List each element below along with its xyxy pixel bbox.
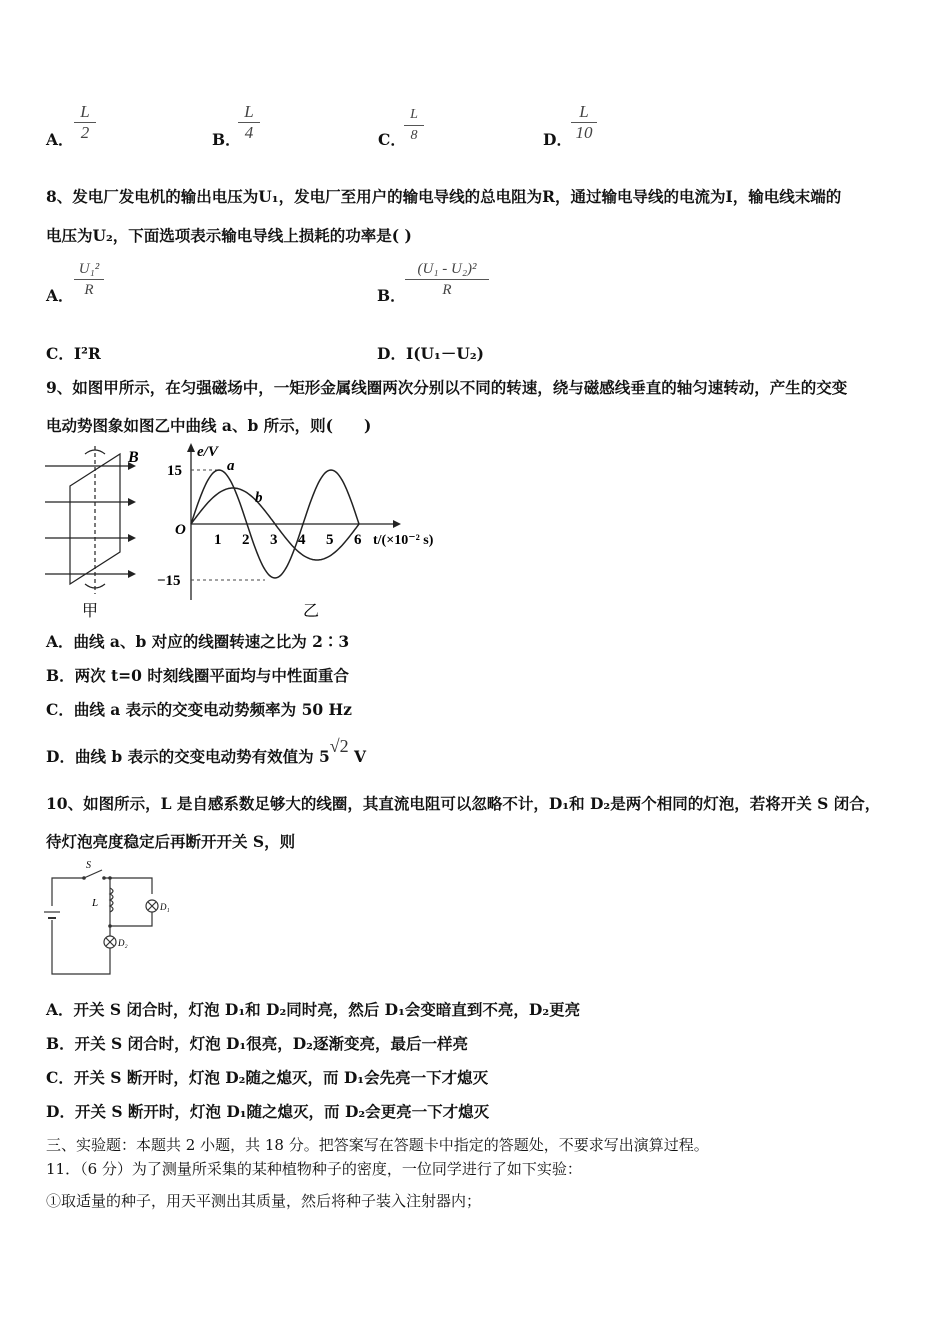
q9-option-c: C．曲线 a 表示的交变电动势频率为 50 Hz bbox=[46, 700, 352, 719]
graph-y-label: e/V bbox=[197, 444, 218, 460]
graph-x-tick: 2 bbox=[242, 532, 250, 548]
figure-jia-coil bbox=[40, 444, 160, 620]
q8-option-a-letter: A． bbox=[46, 286, 74, 305]
graph-x-tick: 5 bbox=[326, 532, 334, 548]
q7-option-c-letter: C． bbox=[378, 130, 406, 149]
q10-option-b: B．开关 S 闭合时，灯泡 D₁很亮，D₂逐渐变亮，最后一样亮 bbox=[46, 1034, 468, 1053]
q8-option-c: C．I²R bbox=[46, 344, 101, 363]
q7-option-a-fraction bbox=[74, 103, 96, 142]
figure-circuit bbox=[40, 858, 180, 980]
fraction-numerator: L bbox=[410, 107, 418, 122]
q10-stem-line2: 待灯泡亮度稳定后再断开开关 S，则 bbox=[46, 832, 296, 851]
fraction-denominator: R bbox=[84, 282, 94, 298]
q9-option-a: A．曲线 a、b 对应的线圈转速之比为 2∶3 bbox=[46, 632, 350, 651]
graph-y-min-label: −15 bbox=[157, 573, 181, 589]
curve-b-label: b bbox=[255, 490, 263, 506]
q11-stem: 11．（6 分）为了测量所采集的某种植物种子的密度，一位同学进行了如下实验： bbox=[46, 1160, 582, 1178]
circuit-inductor-label: L bbox=[92, 897, 99, 909]
sqrt-two: √2 bbox=[329, 736, 349, 756]
figure-yi-graph bbox=[155, 440, 455, 622]
q8-option-a-fraction bbox=[74, 260, 104, 299]
q8-stem-line2: 电压为U₂，下面选项表示输电导线上损耗的功率是( ) bbox=[46, 226, 412, 245]
graph-y-max-label: 15 bbox=[167, 463, 182, 479]
q9-option-d-text: D．曲线 b 表示的交变电动势有效值为 5 bbox=[46, 747, 330, 766]
fraction-denominator: 10 bbox=[575, 123, 593, 142]
graph-x-tick: 4 bbox=[298, 532, 306, 548]
fraction-numerator: L bbox=[244, 102, 254, 121]
graph-x-tick: 1 bbox=[214, 532, 222, 548]
q8-option-b-letter: B． bbox=[377, 286, 406, 305]
figure-yi-label: 乙 bbox=[303, 603, 320, 620]
q8-option-d: D．I(U₁－U₂) bbox=[377, 344, 484, 363]
section3-heading: 三、实验题：本题共 2 小题，共 18 分。把答案写在答题卡中指定的答题处，不要求写出演算过程。 bbox=[46, 1136, 709, 1154]
q10-option-c: C．开关 S 断开时，灯泡 D₂随之熄灭，而 D₁会先亮一下才熄灭 bbox=[46, 1068, 489, 1087]
q9-option-d bbox=[46, 736, 367, 767]
q11-step1: ①取适量的种子，用天平测出其质量，然后将种子装入注射器内； bbox=[46, 1192, 482, 1210]
circuit-d1-label: D₁ bbox=[160, 902, 170, 912]
q7-option-b-fraction bbox=[238, 103, 260, 142]
q7-option-c-fraction bbox=[404, 106, 424, 145]
q9-option-d-unit: V bbox=[348, 747, 367, 766]
fraction-numerator: U₁² bbox=[78, 261, 100, 277]
graph-x-tick: 6 bbox=[354, 532, 362, 548]
fraction-denominator: 4 bbox=[244, 123, 254, 142]
q9-option-b: B．两次 t=0 时刻线圈平面均与中性面重合 bbox=[46, 666, 349, 685]
q9-stem-line2: 电动势图象如图乙中曲线 a、b 所示，则( ) bbox=[46, 416, 372, 435]
fraction-denominator: 8 bbox=[410, 128, 418, 143]
q7-option-a-letter: A． bbox=[46, 130, 74, 149]
circuit-d2-label: D₂ bbox=[118, 938, 128, 948]
q8-option-b-fraction bbox=[405, 260, 489, 299]
graph-origin-label: O bbox=[175, 522, 186, 538]
q9-stem-line1: 9、如图甲所示，在匀强磁场中，一矩形金属线圈两次分别以不同的转速，绕与磁感线垂直的轴匀速转动，产生的交变 bbox=[46, 378, 848, 397]
figure-field-label: B bbox=[128, 449, 139, 466]
figure-jia-label: 甲 bbox=[82, 603, 99, 620]
graph-x-tick: 3 bbox=[270, 532, 278, 548]
q10-option-a: A．开关 S 闭合时，灯泡 D₁和 D₂同时亮，然后 D₁会变暗直到不亮，D₂更亮 bbox=[46, 1000, 581, 1019]
fraction-numerator: (U₁ - U₂)² bbox=[417, 261, 477, 277]
q8-stem-line1: 8、发电厂发电机的输出电压为U₁，发电厂至用户的输电导线的总电阻为R，通过输电导线的电流为I，输电线末端的 bbox=[46, 187, 842, 206]
fraction-denominator: 2 bbox=[80, 123, 90, 142]
q10-option-d: D．开关 S 断开时，灯泡 D₁随之熄灭，而 D₂会更亮一下才熄灭 bbox=[46, 1102, 490, 1121]
fraction-denominator: R bbox=[442, 282, 452, 298]
q10-stem-line1: 10、如图所示，L 是自感系数足够大的线圈，其直流电阻可以忽略不计，D₁和 D₂是两个相同的灯泡，若将开关 S 闭合， bbox=[46, 794, 881, 813]
q7-option-b-letter: B． bbox=[212, 130, 241, 149]
graph-x-label: t/(×10⁻² s) bbox=[373, 533, 434, 548]
circuit-switch-label: S bbox=[86, 860, 91, 871]
fraction-numerator: L bbox=[80, 102, 90, 121]
fraction-numerator: L bbox=[579, 102, 589, 121]
curve-a-label: a bbox=[227, 458, 235, 474]
q7-option-d-fraction bbox=[571, 103, 597, 142]
q7-option-d-letter: D． bbox=[543, 130, 572, 149]
